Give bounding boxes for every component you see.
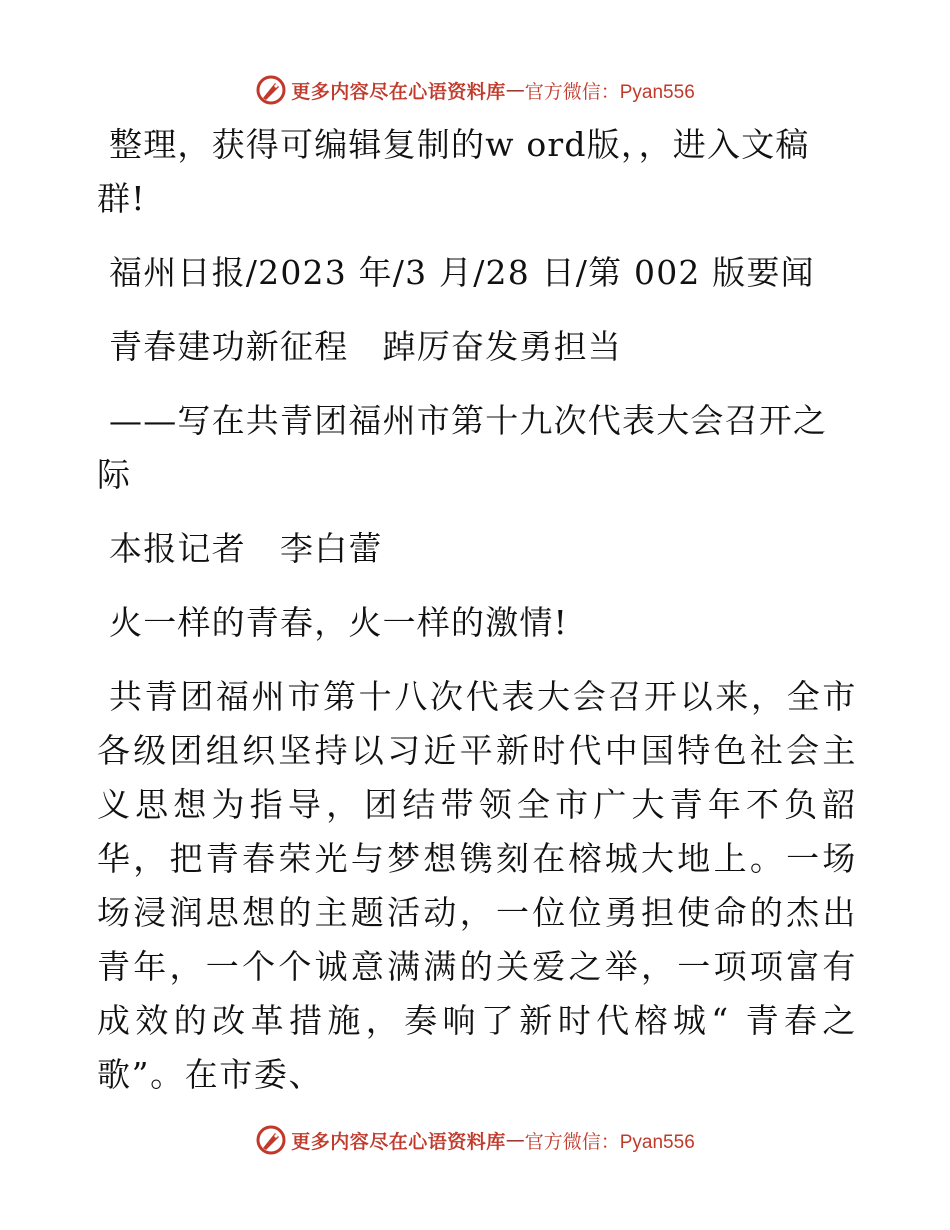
watermark-wechat-text: 官方微信：Pyan556 [524,81,695,103]
watermark-dash: — [505,79,525,101]
watermark-dash: — [505,1129,525,1151]
byline: 本报记者 李白蕾 [109,529,383,568]
publication-info: 福州日报/2023 年/3 月/28 日/第 002 版要闻 [109,253,815,292]
article-title: 青春建功新征程 踔厉奋发勇担当 [109,327,622,366]
pen-nib-logo-icon [255,1124,287,1156]
article-subtitle: ——写在共青团福州市第十九次代表大会召开之际 [97,401,828,494]
footer-watermark [0,1120,950,1160]
watermark-wechat-text: 官方微信：Pyan556 [524,1131,695,1153]
header-watermark [0,70,950,110]
watermark-site-text: 更多内容尽在心语资料库 [291,1130,506,1153]
pen-nib-logo-icon [255,74,287,106]
body-paragraph: 共青团福州市第十八次代表大会召开以来，全市各级团组织坚持以习近平新时代中国特色社会主义思想为指导，团结带领全市广大青年不负韶华，把青春荣光与梦想镌刻在榕城大地上。一场场浸润思想的主题活动，一位位勇担使命的杰出青年，一个个诚意满满的关爱之举，一项项富有成效的改革措施，奏响了新时代榕城“ 青春之歌”。在市委、 [97,677,857,1094]
document-body [97,118,857,1122]
lead-sentence: 火一样的青春，火一样的激情! [109,603,569,642]
intro-line: 整理，获得可编辑复制的w ord版，，进入文稿群! [97,125,810,218]
watermark-site-text: 更多内容尽在心语资料库 [291,80,506,103]
